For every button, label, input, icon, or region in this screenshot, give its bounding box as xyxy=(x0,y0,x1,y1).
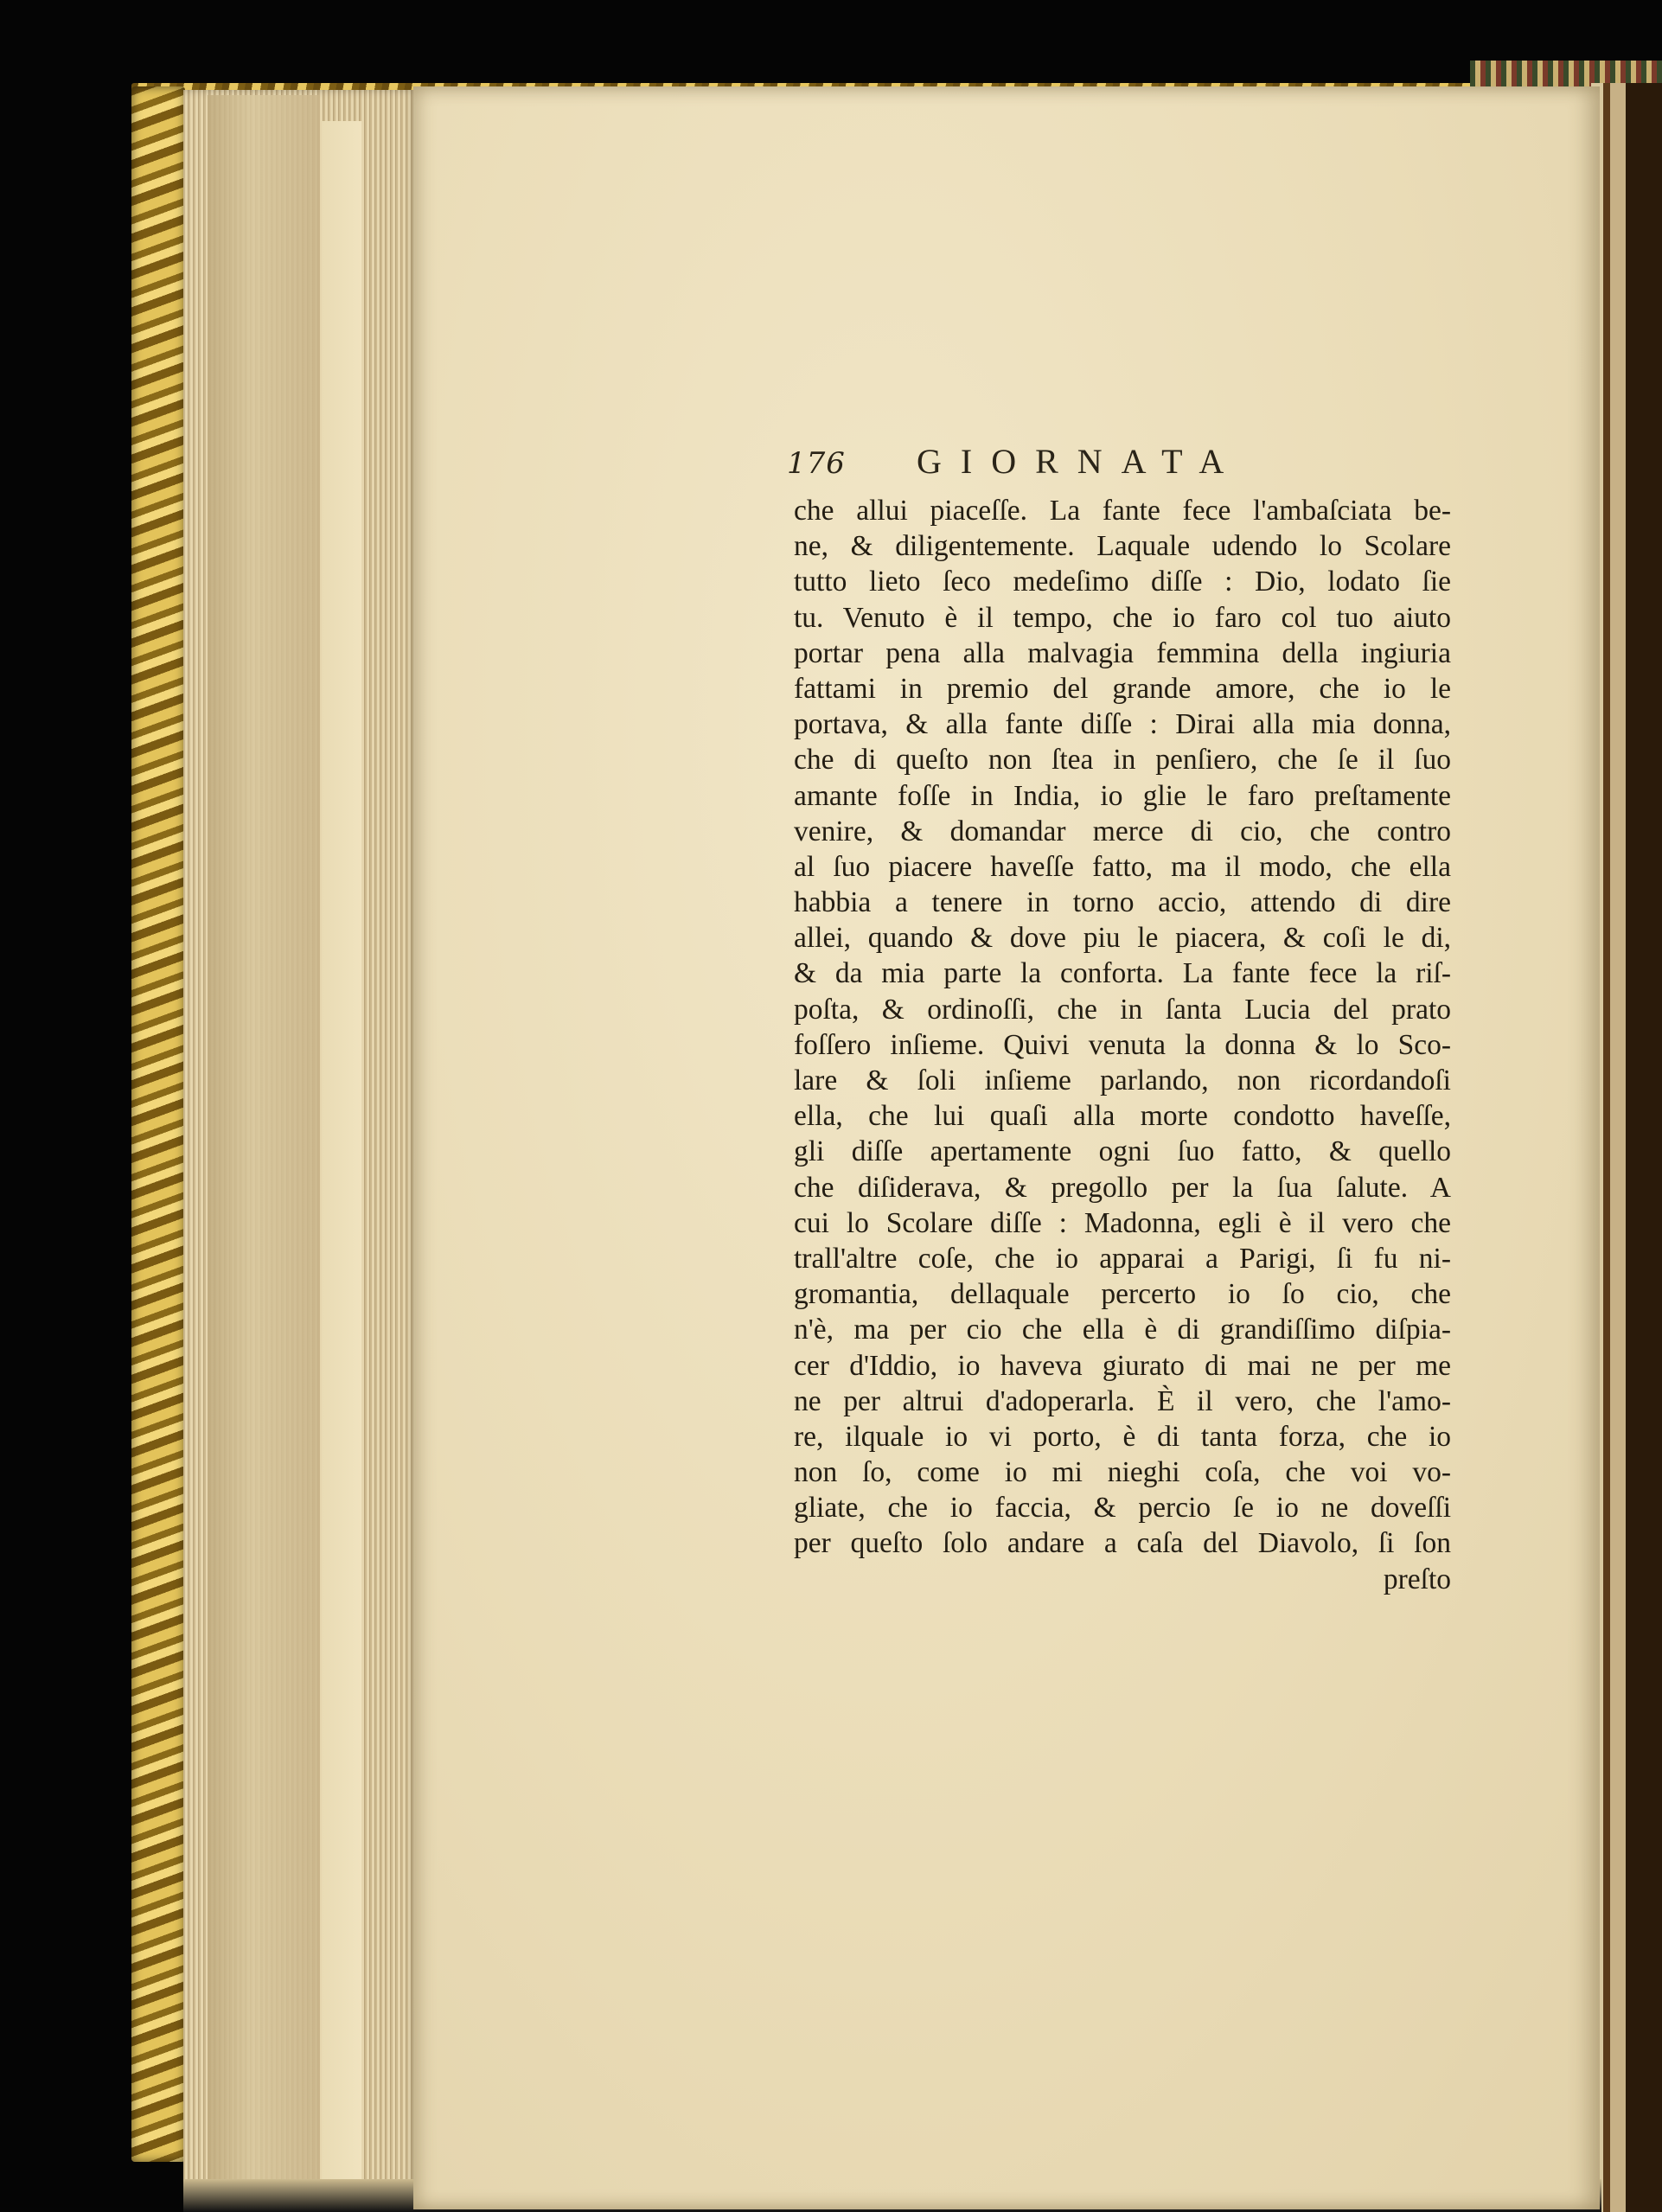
text-line: che diſiderava, & pregollo per la ſua ſalute. A xyxy=(794,1171,1451,1204)
page-header xyxy=(787,441,1288,493)
text-line: tutto lieto ſeco medeſimo diſſe : Dio, lodato ſie xyxy=(794,566,1451,598)
page-edges-shade xyxy=(208,95,320,2179)
text-line: ne, & diligentemente. Laquale udendo lo Scolare xyxy=(794,530,1451,563)
text-line: re, ilquale io vi porto, è di tanta forza, che io xyxy=(794,1420,1451,1453)
text-line: per queſto ſolo andare a caſa del Diavolo, ſi ſon xyxy=(794,1527,1451,1560)
text-line: cui lo Scolare diſſe : Madonna, egli è il vero che xyxy=(794,1206,1451,1239)
text-line: fattami in premio del grande amore, che io le xyxy=(794,672,1451,705)
text-line: & da mia parte la conforta. La fante fece la riſ- xyxy=(794,957,1451,990)
text-line: non ſo, come io mi nieghi coſa, che voi vo- xyxy=(794,1456,1451,1489)
text-line: n'è, ma per cio che ella è di grandiſſimo diſpia- xyxy=(794,1314,1451,1346)
text-line: ne per altrui d'adoperarla. È il vero, che l'amo- xyxy=(794,1384,1451,1417)
text-line: allei, quando & dove piu le piacera, & coſi le di, xyxy=(794,922,1451,955)
text-line: che allui piaceſſe. La fante fece l'ambaſciata be- xyxy=(794,495,1451,527)
page-gutter xyxy=(322,121,361,2179)
text-line: gromantia, dellaquale percerto io ſo cio, che xyxy=(794,1278,1451,1311)
text-line: habbia a tenere in torno accio, attendo di dire xyxy=(794,886,1451,919)
text-line: gli diſſe apertamente ogni ſuo fatto, & quello xyxy=(794,1135,1451,1168)
text-line: gliate, che io faccia, & percio ſe io ne doveſſi xyxy=(794,1492,1451,1525)
text-line: cer d'Iddio, io haveva giurato di mai ne per me xyxy=(794,1349,1451,1382)
text-line: lare & ſoli inſieme parlando, non ricordandoſi xyxy=(794,1064,1451,1096)
body-text xyxy=(794,493,1451,1597)
text-line: ella, che lui quaſi alla morte condotto haveſſe, xyxy=(794,1100,1451,1133)
text-line: portava, & alla fante diſſe : Dirai alla mia donna, xyxy=(794,708,1451,741)
page-number: 176 xyxy=(787,446,846,481)
text-line: foſſero inſieme. Quivi venuta la donna & lo Sco- xyxy=(794,1028,1451,1061)
running-head: GIORNATA xyxy=(917,442,1243,481)
gilt-board-edge xyxy=(131,86,185,2162)
text-line: che di queſto non ſtea in penſiero, che ſe il ſuo xyxy=(794,744,1451,777)
catchword: preſto xyxy=(1383,1563,1451,1595)
facing-page-edge xyxy=(1591,83,1662,2212)
text-line: trall'altre coſe, che io apparai a Parigi, ſi fu ni- xyxy=(794,1242,1451,1275)
text-line: amante foſſe in India, io glie le faro preſtamente xyxy=(794,779,1451,812)
text-line: poſta, & ordinoſſi, che in ſanta Lucia del prato xyxy=(794,993,1451,1026)
text-line: venire, & domandar merce di cio, che contro xyxy=(794,815,1451,847)
text-line: al ſuo piacere haveſſe fatto, ma il modo, che ella xyxy=(794,850,1451,883)
text-line: tu. Venuto è il tempo, che io faro col tuo aiuto xyxy=(794,601,1451,634)
text-line: portar pena alla malvagia femmina della ingiuria xyxy=(794,636,1451,669)
